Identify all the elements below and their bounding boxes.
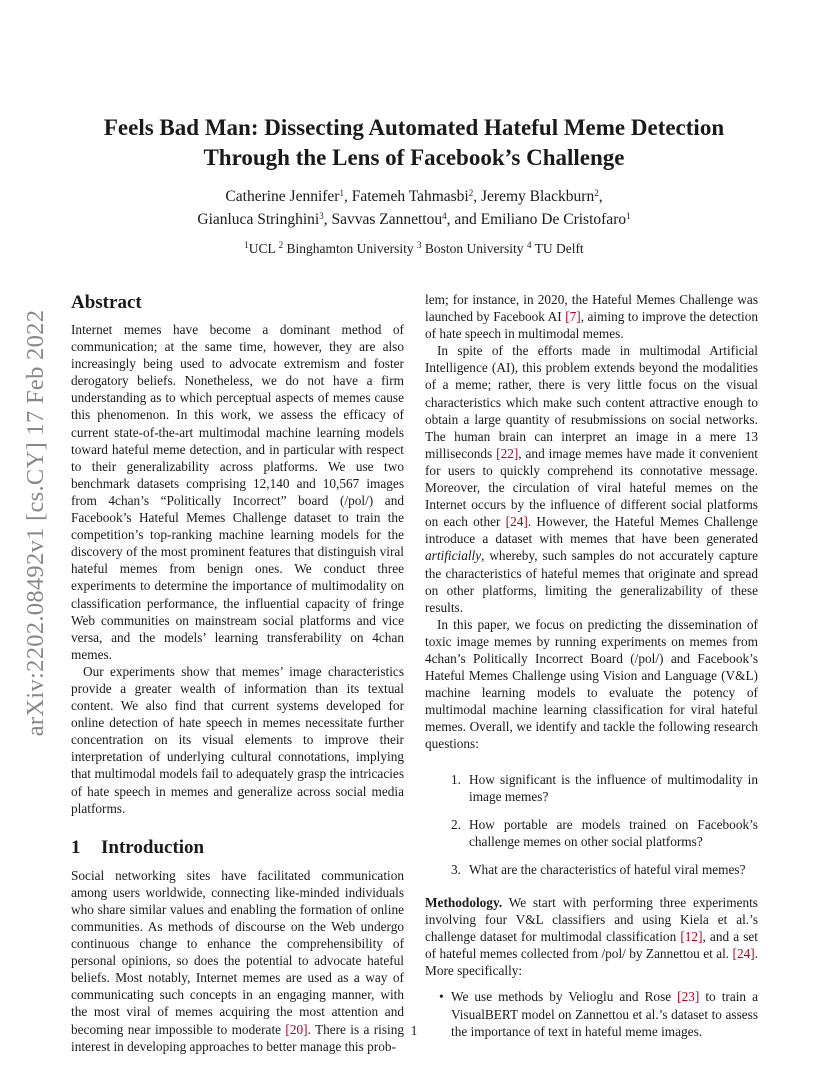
intro-paragraph-continued: lem; for instance, in 2020, the Hateful Memes Challenge was launched by Facebook AI [7], aiming to improve the detection of hate speech in multimodal memes.	[425, 292, 758, 342]
author-affil-mark: 3	[319, 211, 324, 221]
author-list	[70, 185, 758, 231]
section-number: 1	[71, 836, 81, 858]
affiliations: $^1$UCL $^2$ Binghamton University $^3$ Boston University $^4$ TU Delft	[244, 240, 584, 256]
bullet-icon: •	[439, 989, 444, 1005]
citation-link[interactable]: [24]	[505, 514, 528, 530]
citation-link[interactable]: [12]	[680, 929, 703, 945]
intro-paragraph: In this paper, we focus on predicting the dissemination of toxic image memes by running experiments on memes from 4chan’s Politically Incorrect Board (/pol/) and Facebook’s Hateful Memes Challenge using Vision and Language (V&L) machine learning models to evaluate the potency of multimodal machine learning classification for viral hateful memes. Overall, we identify and tackle the following research questions:	[425, 616, 758, 752]
title-line: Feels Bad Man: Dissecting Automated Hateful Meme Detection	[103, 115, 725, 140]
abstract-paragraph: Our experiments show that memes’ image characteristics provide a greater wealth of information than its textual content. We also find that current systems developed for online detection of hate speech in memes necessitate further concentration on its visual elements to improve their interpretation of underlying cultural connotations, implying that multimodal models fail to adequately grasp the intricacies of hate speech in memes and generalize across social media platforms.	[71, 663, 404, 816]
citation-link[interactable]: [24]	[732, 946, 755, 962]
section-title: Introduction	[101, 836, 205, 858]
author-affil-mark: 1	[339, 188, 344, 198]
arxiv-identifier: arXiv:2202.08492v1 [cs.CY] 17 Feb 2022	[22, 309, 49, 737]
affiliation: Binghamton University	[286, 241, 414, 256]
author-name: Emiliano De Cristofaro	[480, 211, 627, 228]
author-name: Fatemeh Tahmasbi	[351, 188, 469, 205]
abstract-heading: Abstract	[71, 292, 142, 313]
author-affil-mark: 1	[626, 211, 631, 221]
left-column	[71, 291, 404, 1055]
page-number: 1	[410, 1023, 418, 1038]
author-name: Savvas Zannettou	[331, 211, 443, 228]
intro-paragraph: Social networking sites have facilitated communication among users worldwide, connecting like-minded individuals who share similar values and enabling the formation of online communities. As methods of discourse on the Web undergo continuous change to enhance the comprehensibility of personal opinions, so does the potential to advocate hateful beliefs. Most notably, Internet memes are used as a way of communicating such concepts in an engaging manner, with the most viral of memes acquiring the most attention and becoming near impossible to moderate [20]. There is a rising interest in developing approaches to better manage this prob-	[71, 867, 404, 1054]
intro-paragraph: In spite of the efforts made in multimodal Artificial Intelligence (AI), this problem extends beyond the modalities of a meme; rather, there is very little focus on the visual characteristics which make such content attractive enough to obtain a large quantity of resubmissions on social networks. The human brain can interpret an image in a mere 13 milliseconds [22], and image memes have made it convenient for users to quickly comprehend its connotative message. Moreover, the circulation of viral hateful memes on the Internet occurs by the influence of different social platforms on each other [24]. However, the Hateful Memes Challenge introduce a dataset with memes that have been generated artificially, whereby, such samples do not accurately capture the characteristics of hateful memes that originate and spread on other platforms, limiting the generalizability of these results.	[425, 343, 758, 615]
author-name: Jeremy Blackburn	[481, 188, 595, 205]
citation-link[interactable]: [20]	[285, 1021, 308, 1037]
paper-title	[70, 113, 758, 173]
author-line: Gianluca Stringhini$^3$, Savvas Zannettou$^4$, and Emiliano De Cristofaro$^1$	[197, 211, 631, 228]
author-name: Gianluca Stringhini	[197, 211, 320, 228]
author-line: Catherine Jennifer$^1$, Fatemeh Tahmasbi$^2$, Jeremy Blackburn$^2$,	[225, 188, 603, 205]
author-affil-mark: 4	[442, 211, 447, 221]
citation-link[interactable]: [22]	[496, 445, 519, 461]
research-questions	[425, 771, 758, 878]
list-item: 2. How portable are models trained on Facebook’s challenge memes on other social platforms?	[451, 816, 758, 849]
list-item: • We use methods by Velioglu and Rose [23] to train a VisualBERT model on Zannettou et al.’s dataset to assess the importance of text in hateful meme images.	[439, 989, 758, 1039]
citation-link[interactable]: [7]	[565, 309, 581, 325]
list-item: 3. What are the characteristics of hateful viral memes?	[451, 861, 746, 877]
author-affil-mark: 2	[468, 188, 474, 198]
section-heading-introduction	[71, 836, 404, 860]
paragraph-label: Methodology.	[425, 895, 503, 910]
list-item: 1. How significant is the influence of multimodality in image memes?	[451, 771, 758, 804]
abstract-paragraph: Internet memes have become a dominant method of communication; at the same time, however, they are also increasingly being used to advocate extremism and foster derogatory beliefs. Nonetheless, we do not have a firm understanding as to which perceptual aspects of memes cause this phenomenon. In this work, we assess the efficacy of current state-of-the-art multimodal machine learning models toward hateful meme detection, and in particular with respect to their generalizability across platforms. We use two benchmark datasets comprising 12,140 and 10,567 images from 4chan’s “Politically Incorrect” board (/pol/) and Facebook’s Hateful Memes Challenge dataset to train the competition’s top-ranking machine learning models for the discovery of the most prominent features that distinguish viral hateful memes from benign ones. We conduct three experiments to determine the importance of multimodality on classification performance, the influential capacity of fringe Web communities on mainstream social platforms and vice versa, and the models’ learning transferability on 4chan memes.	[71, 322, 404, 662]
methodology-paragraph: Methodology. We start with performing three experiments involving four V&L classifiers and using Kiela et al.’s challenge dataset for multimodal classification [12], and a set of hateful memes collected from /pol/ by Zannettou et al. [24]. More specifically:	[425, 895, 759, 979]
author-name: Catherine Jennifer	[225, 188, 340, 205]
author-affil-mark: 2	[594, 188, 599, 198]
emphasis: artificially	[425, 548, 482, 564]
right-column	[425, 291, 758, 1040]
affiliation: TU Delft	[534, 241, 584, 256]
citation-link[interactable]: [23]	[677, 989, 700, 1005]
affiliation: UCL	[248, 241, 276, 256]
title-line: Through the Lens of Facebook’s Challenge	[203, 145, 625, 170]
affiliation: Boston University	[424, 241, 524, 256]
